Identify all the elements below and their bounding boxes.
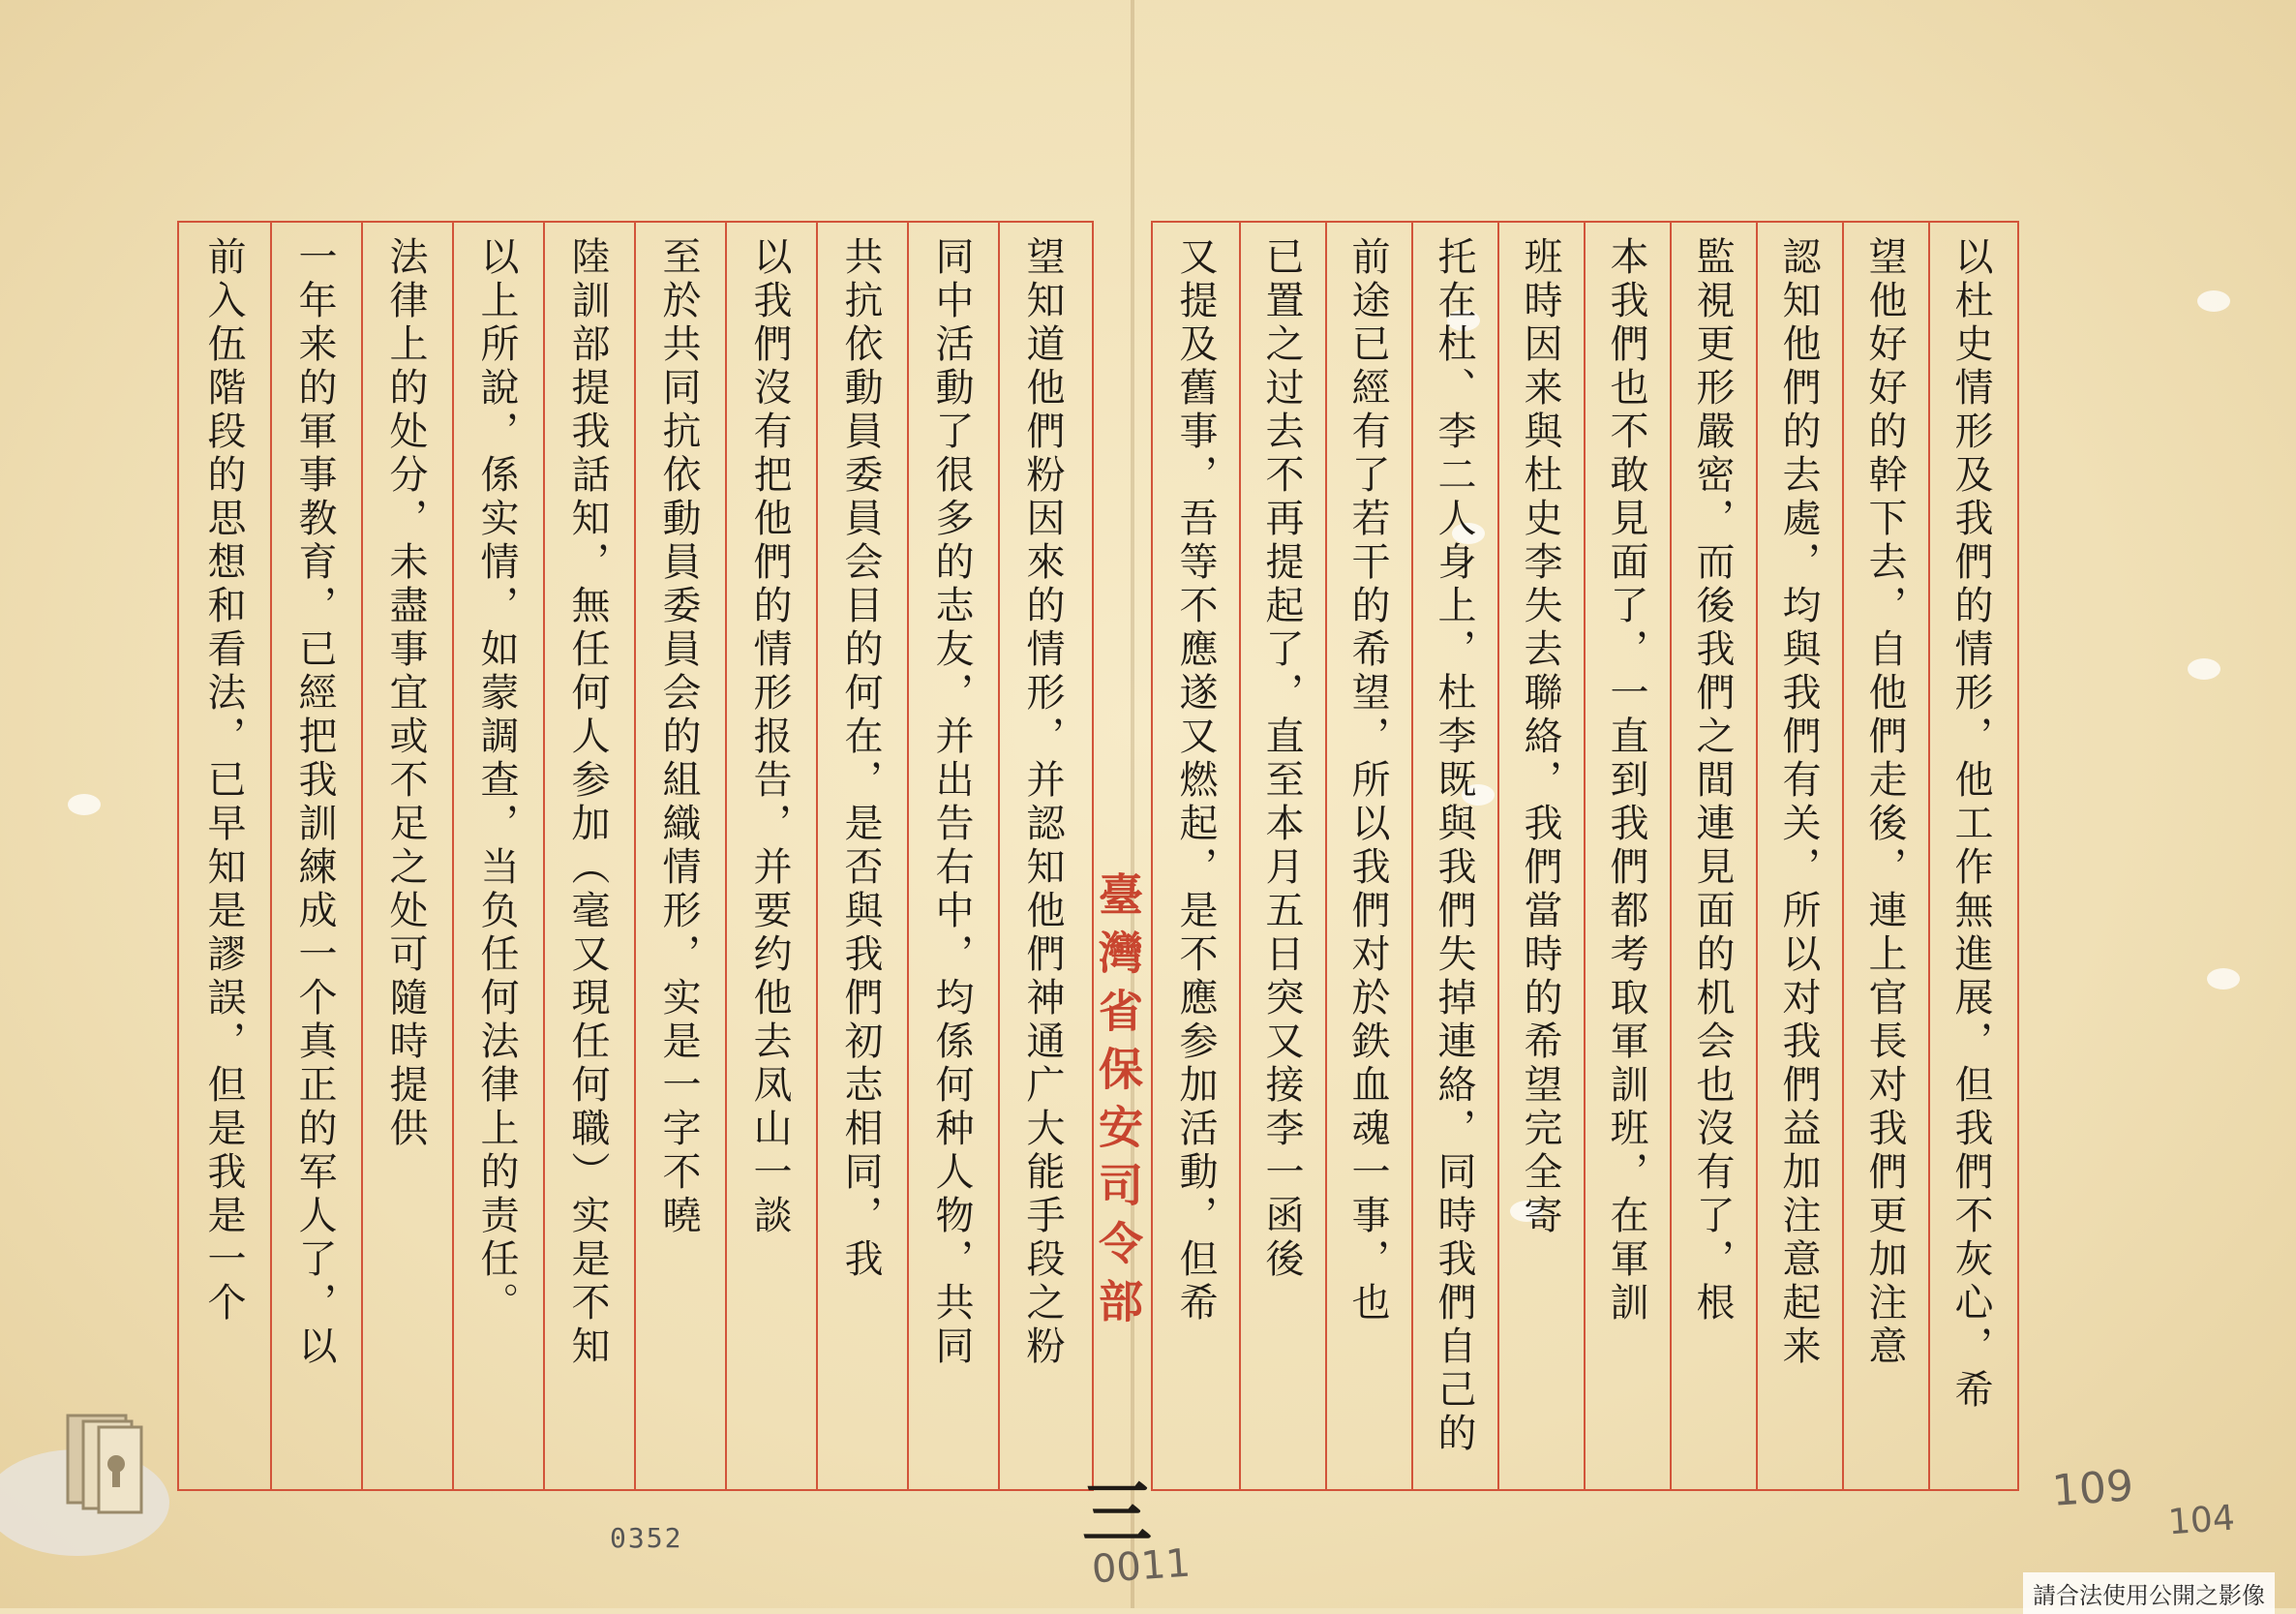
column-rule bbox=[998, 223, 1000, 1489]
column-rule bbox=[1584, 223, 1586, 1489]
text-column: 前途已經有了若干的希望，所以我們对於鉄血魂一事，也 bbox=[1345, 236, 1390, 1325]
column-rule bbox=[1497, 223, 1499, 1489]
text-column: 班時因来與杜史李失去聯絡，我們當時的希望完全寄 bbox=[1518, 236, 1562, 1238]
center-fold bbox=[1131, 0, 1134, 1608]
text-column: 一年来的軍事教育，已經把我訓練成一个真正的军人了，以 bbox=[292, 236, 337, 1369]
text-column: 望他好好的幹下去，自他們走後，連上官長对我們更加注意 bbox=[1862, 236, 1907, 1369]
punch-hole bbox=[2197, 290, 2230, 312]
right-page-frame bbox=[1151, 221, 2019, 1491]
column-rule bbox=[1928, 223, 1930, 1489]
column-rule bbox=[543, 223, 545, 1489]
text-column: 已置之过去不再提起了，直至本月五日突又接李一函後 bbox=[1259, 236, 1304, 1282]
pencil-note: 0011 bbox=[1090, 1540, 1193, 1593]
archive-logo-icon bbox=[0, 1396, 184, 1532]
column-rule bbox=[634, 223, 636, 1489]
footer-notice: 請合法使用公開之影像 bbox=[2023, 1572, 2275, 1614]
column-rule bbox=[1756, 223, 1758, 1489]
punch-hole bbox=[2188, 658, 2220, 680]
pencil-note: 104 bbox=[2166, 1498, 2237, 1543]
text-column: 陸訓部提我話知，無任何人参加（毫又現任何職）实是不知 bbox=[565, 236, 610, 1369]
text-column: 法律上的处分，未盡事宜或不足之处可隨時提供 bbox=[383, 236, 428, 1151]
column-rule bbox=[907, 223, 909, 1489]
text-column: 托在杜、李二人身上，杜李既與我們失掉連絡，同時我們自己的 bbox=[1432, 236, 1476, 1456]
text-column: 以杜史情形及我們的情形，他工作無進展，但我們不灰心，希 bbox=[1949, 236, 1993, 1413]
text-column: 監視更形嚴密，而後我們之間連見面的机会也沒有了，根 bbox=[1690, 236, 1735, 1325]
column-rule bbox=[1842, 223, 1844, 1489]
text-column: 本我們也不敢見面了，一直到我們都考取軍訓班，在軍訓 bbox=[1604, 236, 1648, 1325]
text-column: 又提及舊事，吾等不應遂又燃起，是不應参加活動，但希 bbox=[1173, 236, 1218, 1325]
column-rule bbox=[1670, 223, 1672, 1489]
page-mark: 三 bbox=[1082, 1472, 1153, 1554]
column-rule bbox=[1239, 223, 1241, 1489]
text-column: 以我們沒有把他們的情形报告，并要约他去凤山一談 bbox=[747, 236, 792, 1238]
text-column: 同中活動了很多的志友，并出告右中，均係何种人物，共同 bbox=[929, 236, 974, 1369]
column-rule bbox=[816, 223, 818, 1489]
text-column: 至於共同抗依動員委員会的組織情形，实是一字不曉 bbox=[656, 236, 701, 1238]
text-column: 以上所說，係实情，如蒙調查，当负任何法律上的责任。 bbox=[474, 236, 519, 1325]
column-rule bbox=[725, 223, 727, 1489]
text-column: 共抗依動員委員会目的何在，是否與我們初志相同，我 bbox=[838, 236, 883, 1282]
text-column: 認知他們的去處，均與我們有关，所以对我們益加注意起来 bbox=[1776, 236, 1821, 1369]
column-rule bbox=[452, 223, 454, 1489]
column-rule bbox=[270, 223, 272, 1489]
serial-number: 0352 bbox=[610, 1522, 683, 1554]
column-rule bbox=[1325, 223, 1327, 1489]
punch-hole bbox=[2207, 968, 2240, 990]
office-stamp: 臺灣省保安司令部 bbox=[1092, 871, 1144, 1336]
column-rule bbox=[361, 223, 363, 1489]
left-page-frame bbox=[177, 221, 1094, 1491]
column-rule bbox=[1411, 223, 1413, 1489]
pencil-note: 109 bbox=[2050, 1461, 2135, 1516]
text-column: 前入伍階段的思想和看法，已早知是謬誤，但是我是一个 bbox=[201, 236, 246, 1325]
punch-hole bbox=[68, 794, 101, 815]
text-column: 望知道他們粉因來的情形，并認知他們神通广大能手段之粉 bbox=[1020, 236, 1065, 1369]
